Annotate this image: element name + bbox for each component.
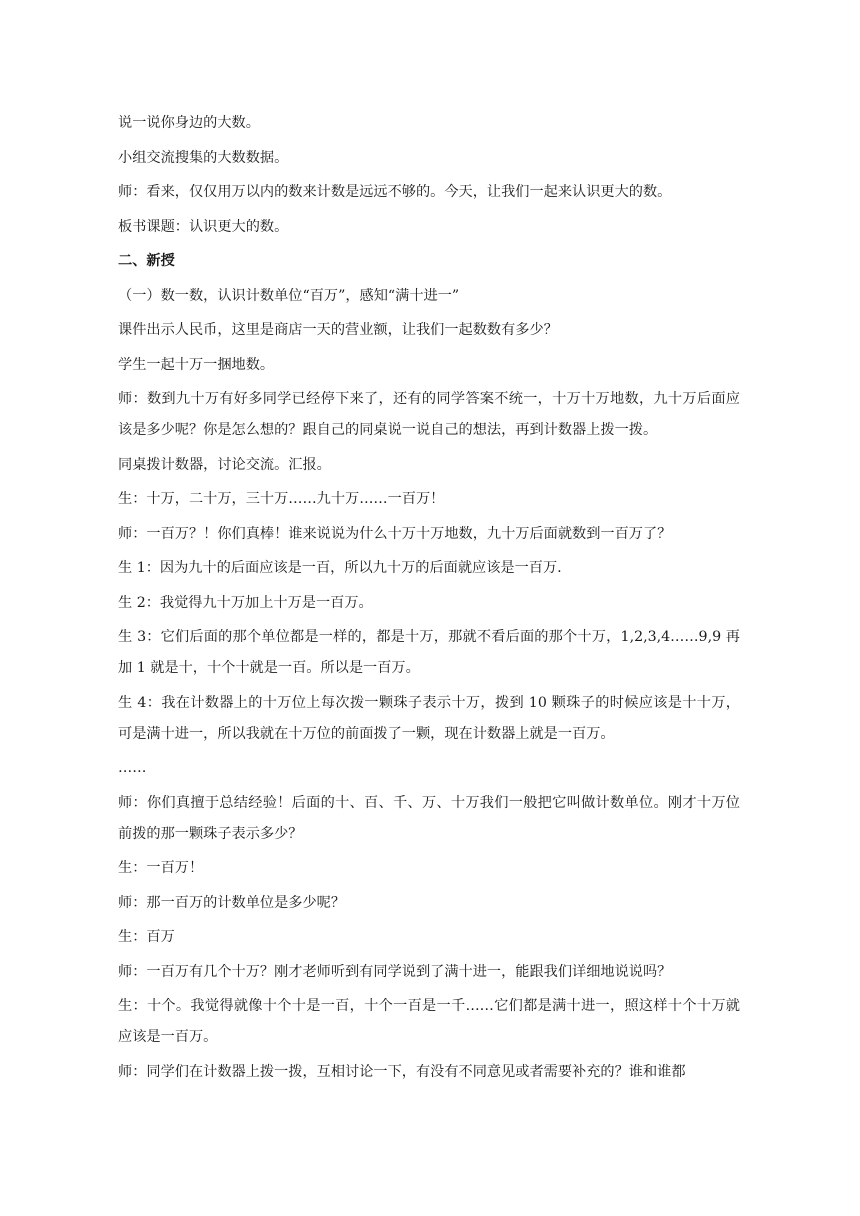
paragraph: 说一说你身边的大数。 bbox=[118, 115, 260, 131]
paragraph: 生：一百万！ bbox=[118, 860, 204, 876]
paragraph: 师：你们真擅于总结经验！后面的十、百、千、万、十万我们一般把它叫做计数单位。刚才十万位前拨的那一颗珠子表示多少？ bbox=[118, 794, 740, 842]
paragraph: 课件出示人民币，这里是商店一天的营业额，让我们一起数数有多少？ bbox=[118, 322, 558, 338]
paragraph: 学生一起十万一捆地数。 bbox=[118, 356, 275, 373]
paragraph: 师：数到九十万有好多同学已经停下来了，还有的同学答案不统一，十万十万地数，九十万后面应该是多少呢？你是怎么想的？跟自己的同桌说一说自己的想法，再到计数器上拨一拨。 bbox=[118, 391, 740, 438]
paragraph: 生 2：我觉得九十万加上十万是一百万。 bbox=[118, 594, 373, 611]
paragraph: 板书课题：认识更大的数。 bbox=[118, 218, 289, 235]
paragraph: 同桌拨计数器，讨论交流。汇报。 bbox=[118, 456, 331, 473]
paragraph: 师：那一百万的计数单位是多少呢？ bbox=[118, 894, 346, 911]
subsection-heading: （一）数一数，认识计数单位“百万”，感知“满十进一” bbox=[118, 287, 460, 304]
paragraph: 师：同学们在计数器上拨一拨，互相讨论一下，有没有不同意见或者需要补充的？谁和谁都 bbox=[118, 1063, 686, 1080]
paragraph: 生 4：我在计数器上的十万位上每次拨一颗珠子表示十万，拨到 10 颗珠子的时候应该是十十万，可是满十进一，所以我就在十万位的前面拨了一颗，现在计数器上就是一百万。 bbox=[118, 694, 740, 742]
paragraph: 生：百万 bbox=[118, 929, 175, 945]
paragraph: 师：看来，仅仅用万以内的数来计数是远远不够的。今天，让我们一起来认识更大的数。 bbox=[118, 184, 672, 200]
paragraph: 师：一百万有几个十万？刚才老师听到有同学说到了满十进一，能跟我们详细地说说吗？ bbox=[118, 963, 672, 980]
paragraph: 生 3：它们后面的那个单位都是一样的，都是十万，那就不看后面的那个十万，1,2,3,4……9,9 再加 1 就是十，十个十就是一百。所以是一百万。 bbox=[118, 629, 740, 676]
section-heading: 二、新授 bbox=[118, 253, 175, 269]
paragraph: 师：一百万？！你们真棒！谁来说说为什么十万十万地数，九十万后面就数到一百万了？ bbox=[118, 525, 672, 542]
document-body bbox=[118, 108, 740, 1091]
paragraph: 小组交流搜集的大数数据。 bbox=[118, 149, 289, 166]
paragraph: 生 1：因为九十的后面应该是一百，所以九十万的后面就应该是一百万. bbox=[118, 560, 562, 576]
ellipsis-line: …… bbox=[118, 760, 147, 776]
paragraph: 生：十个。我觉得就像十个十是一百，十个一百是一千……它们都是满十进一，照这样十个十万就应该是一百万。 bbox=[118, 998, 740, 1045]
paragraph: 生：十万，二十万，三十万……九十万……一百万！ bbox=[118, 491, 445, 507]
